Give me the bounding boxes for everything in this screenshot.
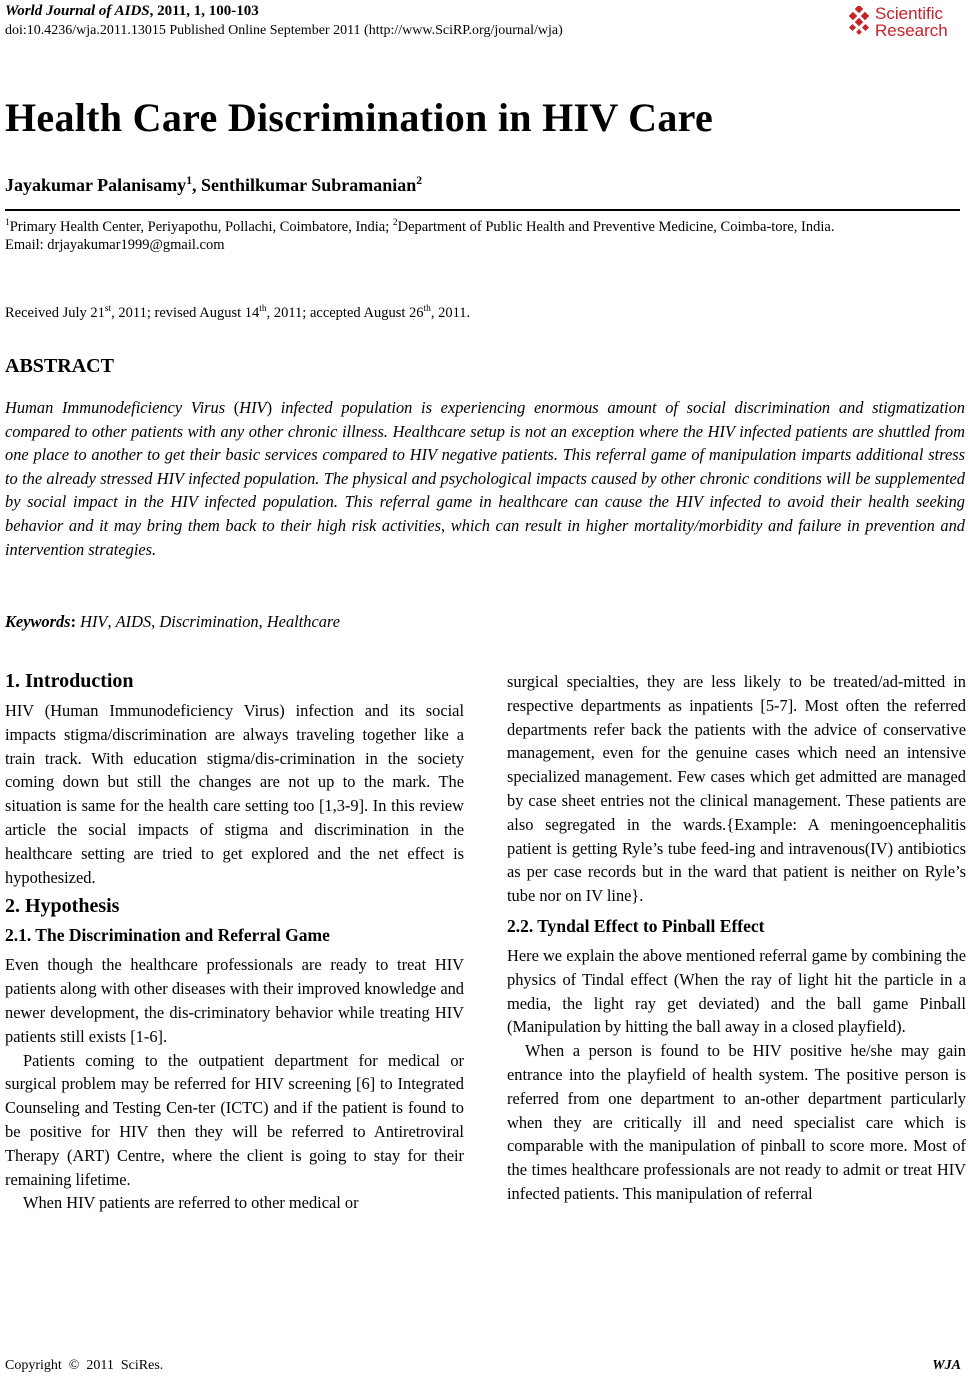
keyword-sep: , — [151, 612, 160, 631]
section-heading-introduction: 1. Introduction — [5, 670, 134, 692]
abstract-heading: ABSTRACT — [5, 355, 114, 377]
author-2-affil: 2 — [416, 174, 423, 187]
keyword: Discrimination — [159, 612, 259, 631]
received-dates — [5, 305, 470, 322]
received-sup: st — [104, 304, 112, 315]
logo-text-line2: Research — [875, 21, 948, 40]
journal-abbreviation: WJA — [932, 1358, 961, 1373]
journal-name: World Journal of AIDS — [5, 3, 150, 19]
keyword-sep: , — [258, 612, 267, 631]
abstract-hiv: HIV — [239, 398, 267, 417]
journal-header — [5, 2, 563, 40]
accepted-sup: th — [423, 304, 431, 315]
subsection-heading-pinball-effect: 2.2. Tyndal Effect to Pinball Effect — [507, 915, 765, 936]
author-2: Senthilkumar Subramanian — [201, 175, 417, 195]
introduction-paragraph: HIV (Human Immunodeficiency Virus) infection and its social impacts stigma/discrimination are always traveling together like a train track. With education stigma/dis-crimination in the society coming down but still the changes are not up to the mark. The situation is same for the health care setting too [1,3-9]. In this review article the social impacts of stigma and discrimination in the healthcare setting are tried to get explored and the net effect is hypothesized. — [5, 701, 464, 887]
paragraph: When a person is found to be HIV positive he/she may gain entrance into the playfield of health system. The positive person is referred from one department to an-other department particularly when they are critically ill and need specialist care which is comparable with the manipulation of pinball to score more. Most of the times healthcare professionals are not ready to admit or treat HIV infected patients. This manipulation of referral — [507, 1041, 966, 1203]
affil-1-text: Primary Health Center, Periyapothu, Pollachi, Coimbatore, India; — [9, 219, 393, 235]
keywords-label: Keywords — [5, 612, 71, 631]
author-1-affil: 1 — [186, 174, 193, 187]
abstract-body: infected population is experiencing enormous amount of social discrimination and stigmatization compared to other patients with any other chronic illness. Healthcare setup is not an exception where the HIV infected patients are shuttled from one place to another to get their basic services compared to HIV negative patients. This referral game of manipulation imparts additional stress to the already stressed HIV infected population. The physical and psychological impacts caused by other chronic conditions will be supplemented by social impact in the HIV infected population. This referral game in healthcare can cause the HIV infected to avoid their health seeking behavior and it may bring them back to their high risk activities — [5, 398, 965, 535]
keywords-colon: : — [70, 612, 81, 631]
subsection-heading-referral-game: 2.1. The Discrimination and Referral Game — [5, 925, 330, 946]
paragraph: Here we explain the above mentioned referral game by combining the physics of Tindal effect (When the ray of light hit the particle in a media, the light ray get deviated) and the ball game Pinball (Manipulation by hitting the ball away in a closed playfield). — [507, 945, 966, 1037]
affil-2-text: Department of Public Health and Preventive Medicine, Coimba-tore, India. — [397, 219, 835, 235]
abstract-text — [5, 396, 965, 561]
paragraph: Patients coming to the outpatient department for medical or surgical problem may be referred for HIV screening [6] to Integrated Counseling and Testing Cen-ter (ICTC) and if the patient is found to be positive for HIV then they will be referred to Antiretroviral Therapy (ART) Centre, where the client is going to stay for their remaining lifetime. — [5, 1050, 464, 1189]
left-column — [5, 668, 464, 1215]
publisher-logo — [847, 4, 967, 44]
received-text: Received July 21 — [5, 305, 105, 321]
abstract-paren: ) — [266, 398, 273, 417]
journal-volume-info: , 2011, 1, 100-103 — [149, 3, 259, 19]
email-line: Email: drjayakumar1999@gmail.com — [5, 237, 225, 253]
title-divider — [5, 209, 960, 211]
abstract-end: which can result in higher mortality/morbidity and failure in prevention and intervention strategies. — [5, 515, 965, 559]
revised-text: , 2011; revised August 14 — [111, 305, 260, 321]
doi-line: doi:10.4236/wja.2011.13015 Published Online September 2011 (http://www.SciRP.org/journal/wja) — [5, 23, 563, 38]
keyword: Healthcare — [266, 612, 340, 631]
paragraph: When HIV patients are referred to other medical or — [23, 1193, 359, 1213]
keyword: HIV — [80, 612, 108, 631]
accepted-year: , 2011. — [430, 305, 471, 321]
copyright-notice: Copyright © 2011 SciRes. — [5, 1358, 164, 1373]
section-heading-hypothesis: 2. Hypothesis — [5, 895, 120, 918]
scirp-logo-icon — [847, 6, 873, 36]
affil-2-marker: 2 — [392, 218, 398, 229]
paragraph: surgical specialties, they are less likely to be treated/ad-mitted in respective departments as inpatients [5-7]. Most often the referred departments refer back the patients with the advice of conservative management, even for the genuine cases which need an intensive specialized management. Few cases which get admitted are managed by case sheet entries not the clinical management. These patients are also segregated in the wards.{Example: A meningoencephalitis patient is getting Ryle’s tube feed-ing and intravenous(IV) antibiotics as per case records but in the ward that patient is neither on Ryle’s tube nor on IV line}. — [507, 672, 966, 906]
keyword-sep: , — [107, 612, 116, 631]
keyword: AIDS — [115, 612, 152, 631]
author-line — [5, 175, 422, 196]
affiliations — [5, 218, 965, 254]
abstract-paren: ( — [233, 398, 240, 417]
article-title: Health Care Discrimination in HIV Care — [5, 95, 714, 140]
keywords — [5, 612, 340, 632]
accepted-text: , 2011; accepted August 26 — [266, 305, 424, 321]
right-column — [507, 670, 966, 1206]
paragraph: Even though the healthcare professionals are ready to treat HIV patients along with other diseases with their improved knowledge and newer development, the dis-criminatory behavior while treating HIV patients still exists [1-6]. — [5, 955, 464, 1046]
author-separator: , — [192, 175, 202, 195]
abstract-comma: , — [441, 515, 446, 535]
author-1: Jayakumar Palanisamy — [5, 175, 187, 195]
revised-sup: th — [259, 304, 267, 315]
affil-1-marker: 1 — [5, 218, 10, 229]
abstract-part: Human Immunodeficiency Virus — [5, 398, 234, 417]
logo-text-line1: Scientific — [875, 4, 944, 23]
